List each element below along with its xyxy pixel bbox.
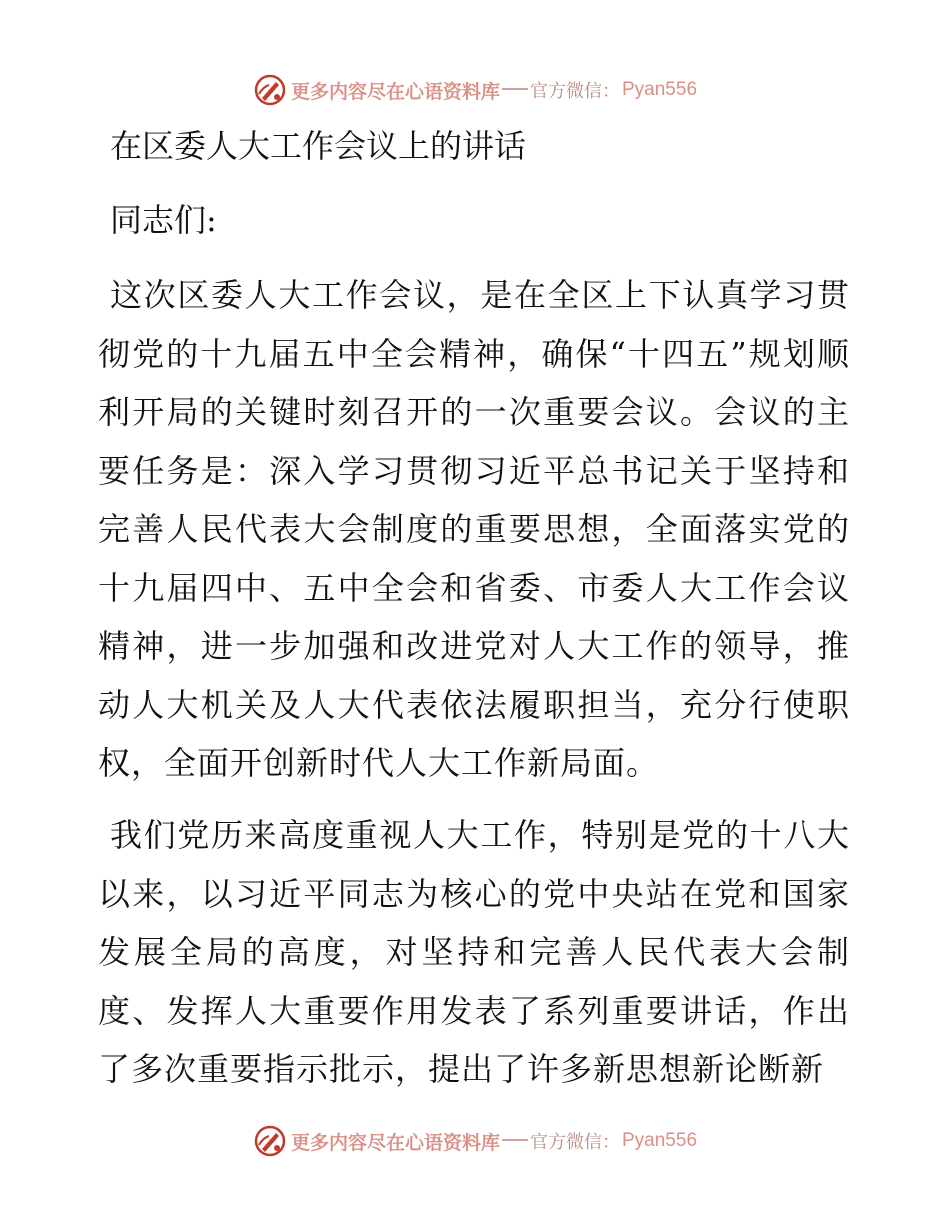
watermark-official-label: 官方微信： — [530, 1132, 620, 1153]
pen-seal-icon — [253, 1124, 287, 1158]
watermark-text: 更多内容尽在心语资料库 — [290, 1131, 500, 1154]
paragraph-1: 这次区委人大工作会议，是在全区上下认真学习贯彻党的十九届五中全会精神，确保“十四五”规划顺利开局的关键时刻召开的一次重要会议。会议的主要任务是：深入学习贯彻习近平总书记关于坚持和完善人民代表大会制度的重要思想，全面落实党的十九届四中、五中全会和省委、市委人大工作会议精神，进一步加强和改进党对人大工作的领导，推动人大机关及人大代表依法履职担当，充分行使职权，全面开创新时代人大工作新局面。 — [98, 276, 850, 782]
pen-seal-icon — [253, 73, 287, 107]
header-watermark — [0, 70, 950, 110]
footer-watermark — [0, 1121, 950, 1161]
watermark-wechat-id: Pyan556 — [622, 79, 698, 100]
watermark-dash — [502, 1139, 528, 1141]
greeting: 同志们: — [110, 201, 217, 239]
paragraph-2: 我们党历来高度重视人大工作，特别是党的十八大以来，以习近平同志为核心的党中央站在党和国家发展全局的高度，对坚持和完善人民代表大会制度、发挥人大重要作用发表了系列重要讲话，作出了多次重要指示批示，提出了许多新思想新论断新 — [98, 816, 850, 1088]
watermark-wechat-id: Pyan556 — [622, 1130, 698, 1151]
watermark-dash — [502, 88, 528, 90]
watermark-official-label: 官方微信： — [530, 81, 620, 102]
document-title: 在区委人大工作会议上的讲话 — [110, 127, 527, 165]
watermark-text: 更多内容尽在心语资料库 — [290, 80, 500, 103]
